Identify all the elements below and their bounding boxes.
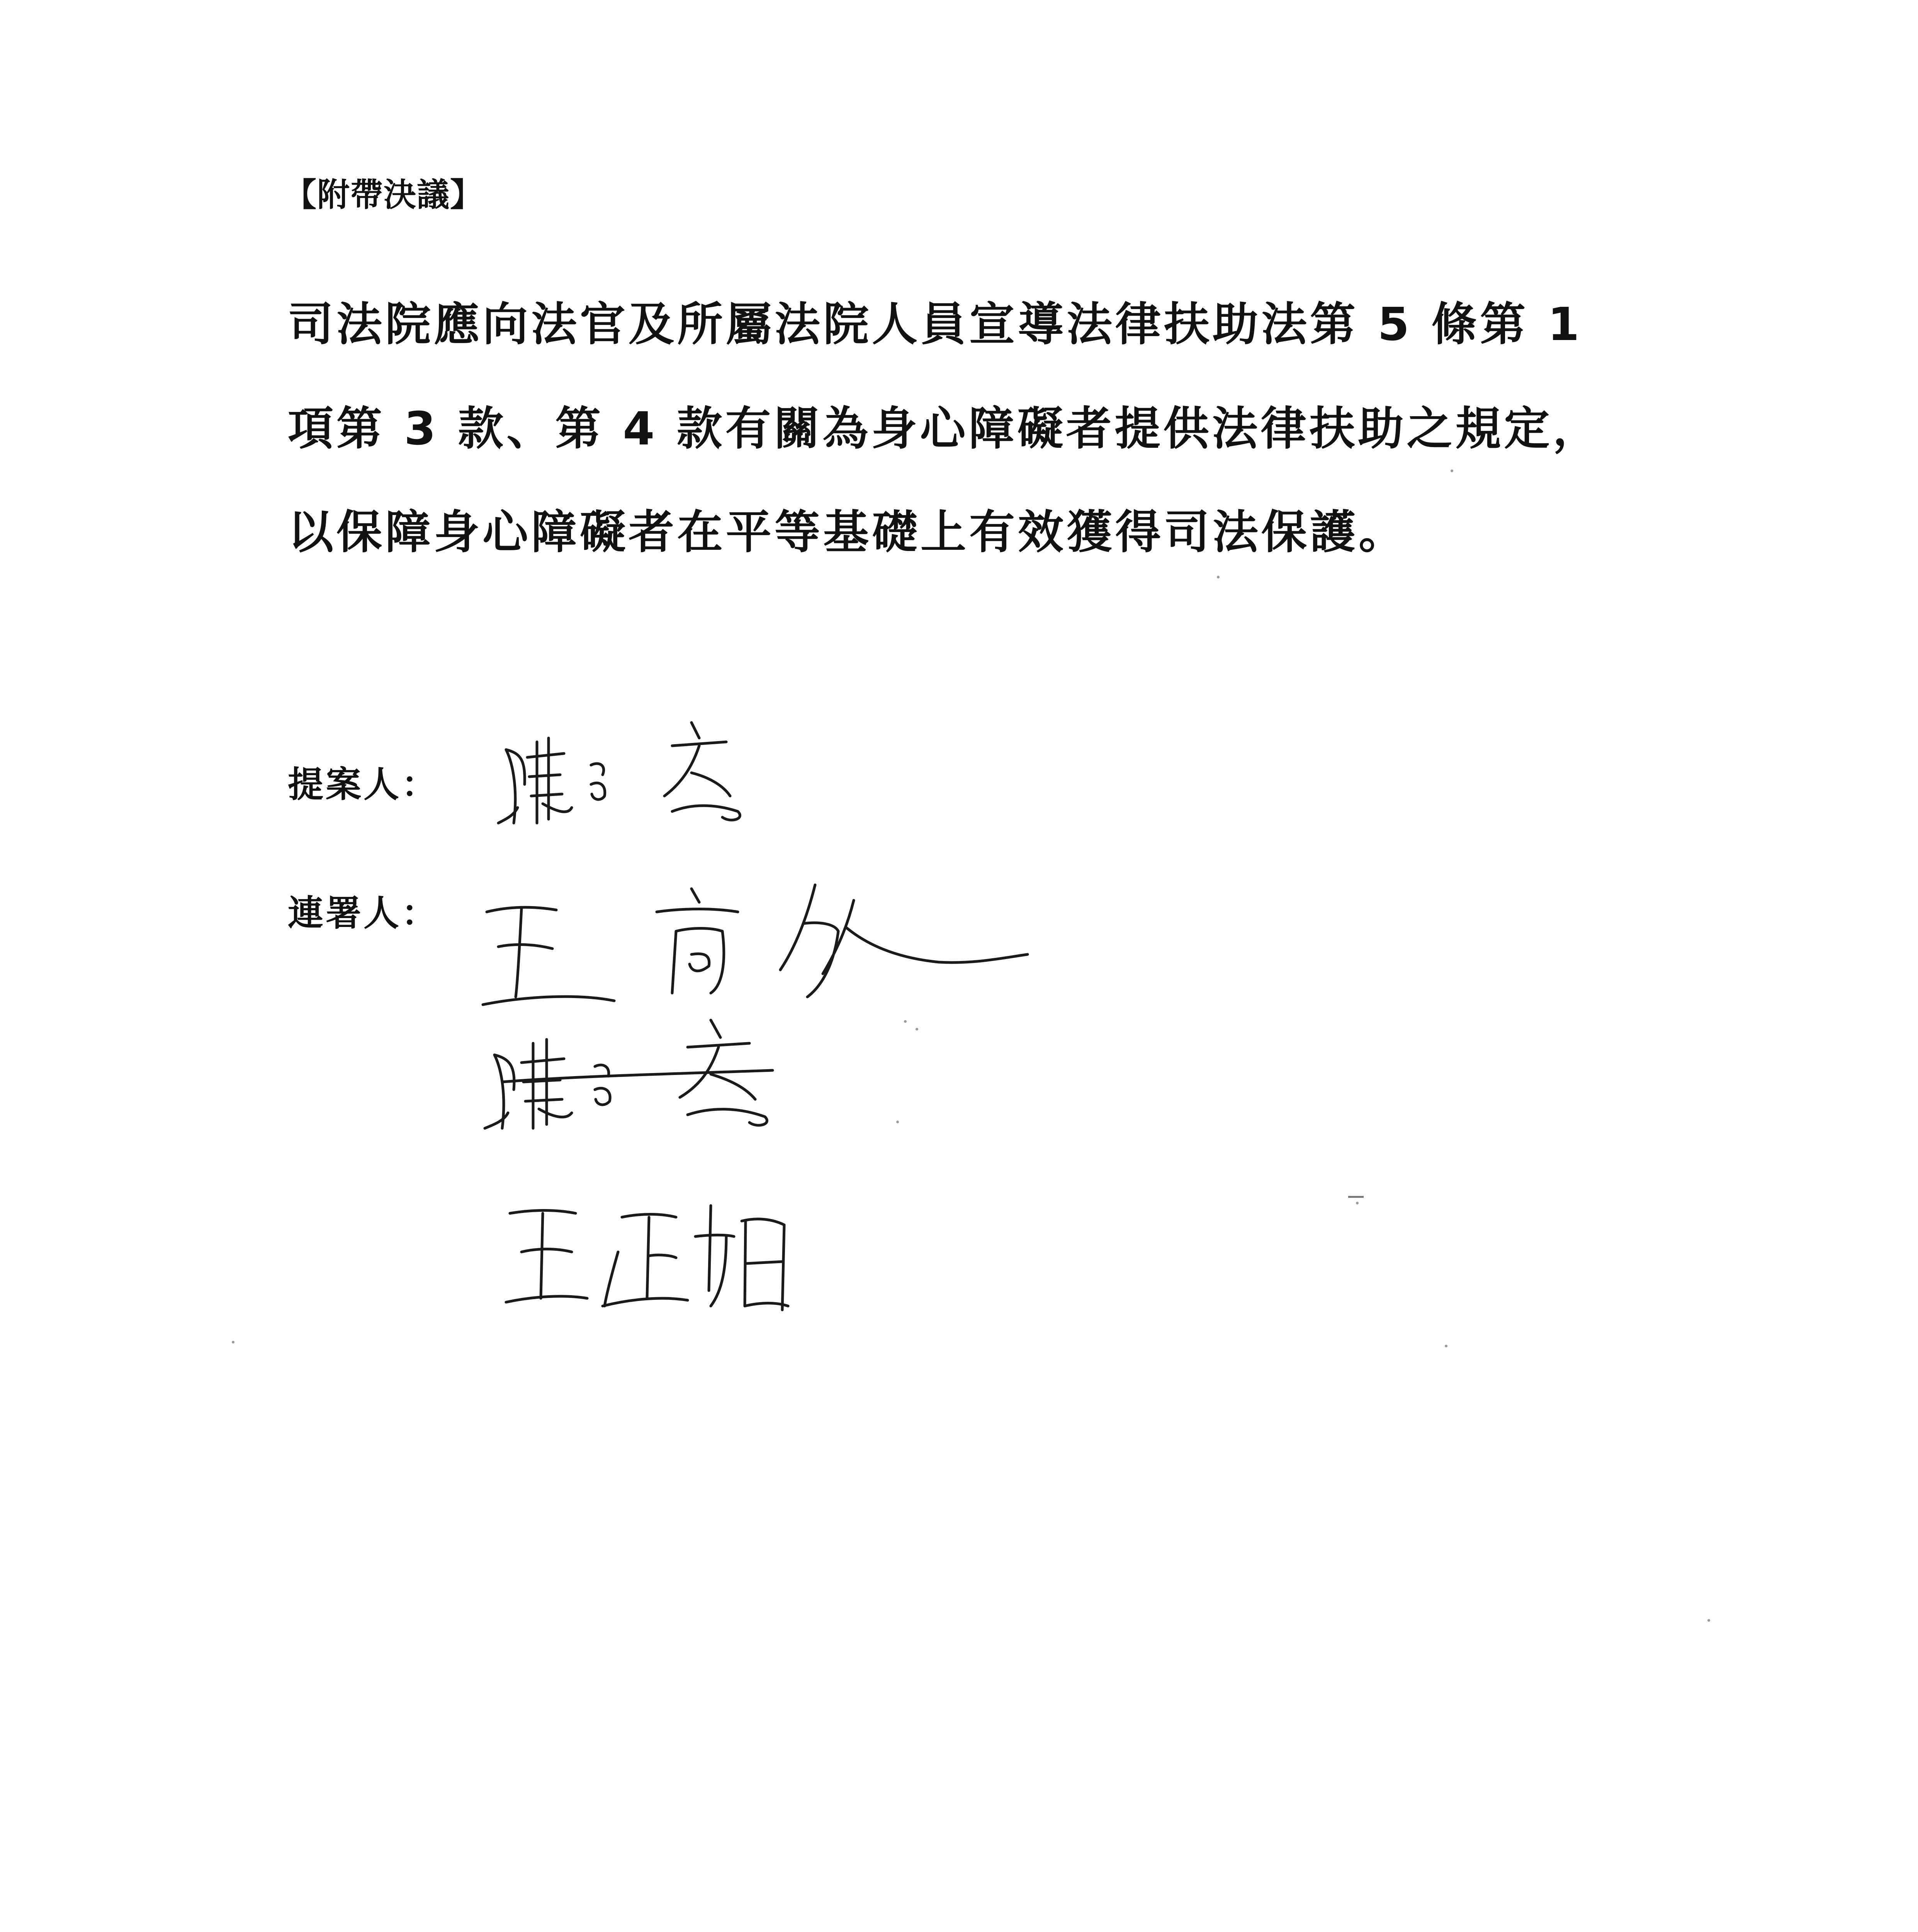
scan-speck <box>904 1020 907 1023</box>
scan-speck <box>1445 1345 1447 1347</box>
scan-speck <box>916 1028 918 1031</box>
scan-speck <box>896 1121 899 1123</box>
scan-speck <box>1356 1202 1359 1204</box>
cosigner-label: 連署人： <box>288 893 440 934</box>
resolution-heading: 【附帶決議】 <box>284 176 484 214</box>
scan-speck <box>232 1341 234 1344</box>
scan-mark <box>1348 1196 1364 1198</box>
cosigner-signature-3 <box>494 1182 800 1329</box>
scan-speck <box>1217 576 1220 578</box>
resolution-text-line-1: 司法院應向法官及所屬法院人員宣導法律扶助法第 5 條第 1 <box>288 298 1583 351</box>
proposer-signature <box>491 707 784 846</box>
scan-speck <box>1707 1619 1710 1622</box>
proposer-label: 提案人： <box>288 764 440 805</box>
resolution-text-line-3: 以保障身心障礙者在平等基礎上有效獲得司法保護。 <box>288 505 1408 559</box>
resolution-text-line-2: 項第 3 款、第 4 款有關為身心障礙者提供法律扶助之規定， <box>288 402 1602 455</box>
cosigner-signature-2 <box>479 1005 819 1159</box>
scan-speck <box>1451 469 1453 472</box>
